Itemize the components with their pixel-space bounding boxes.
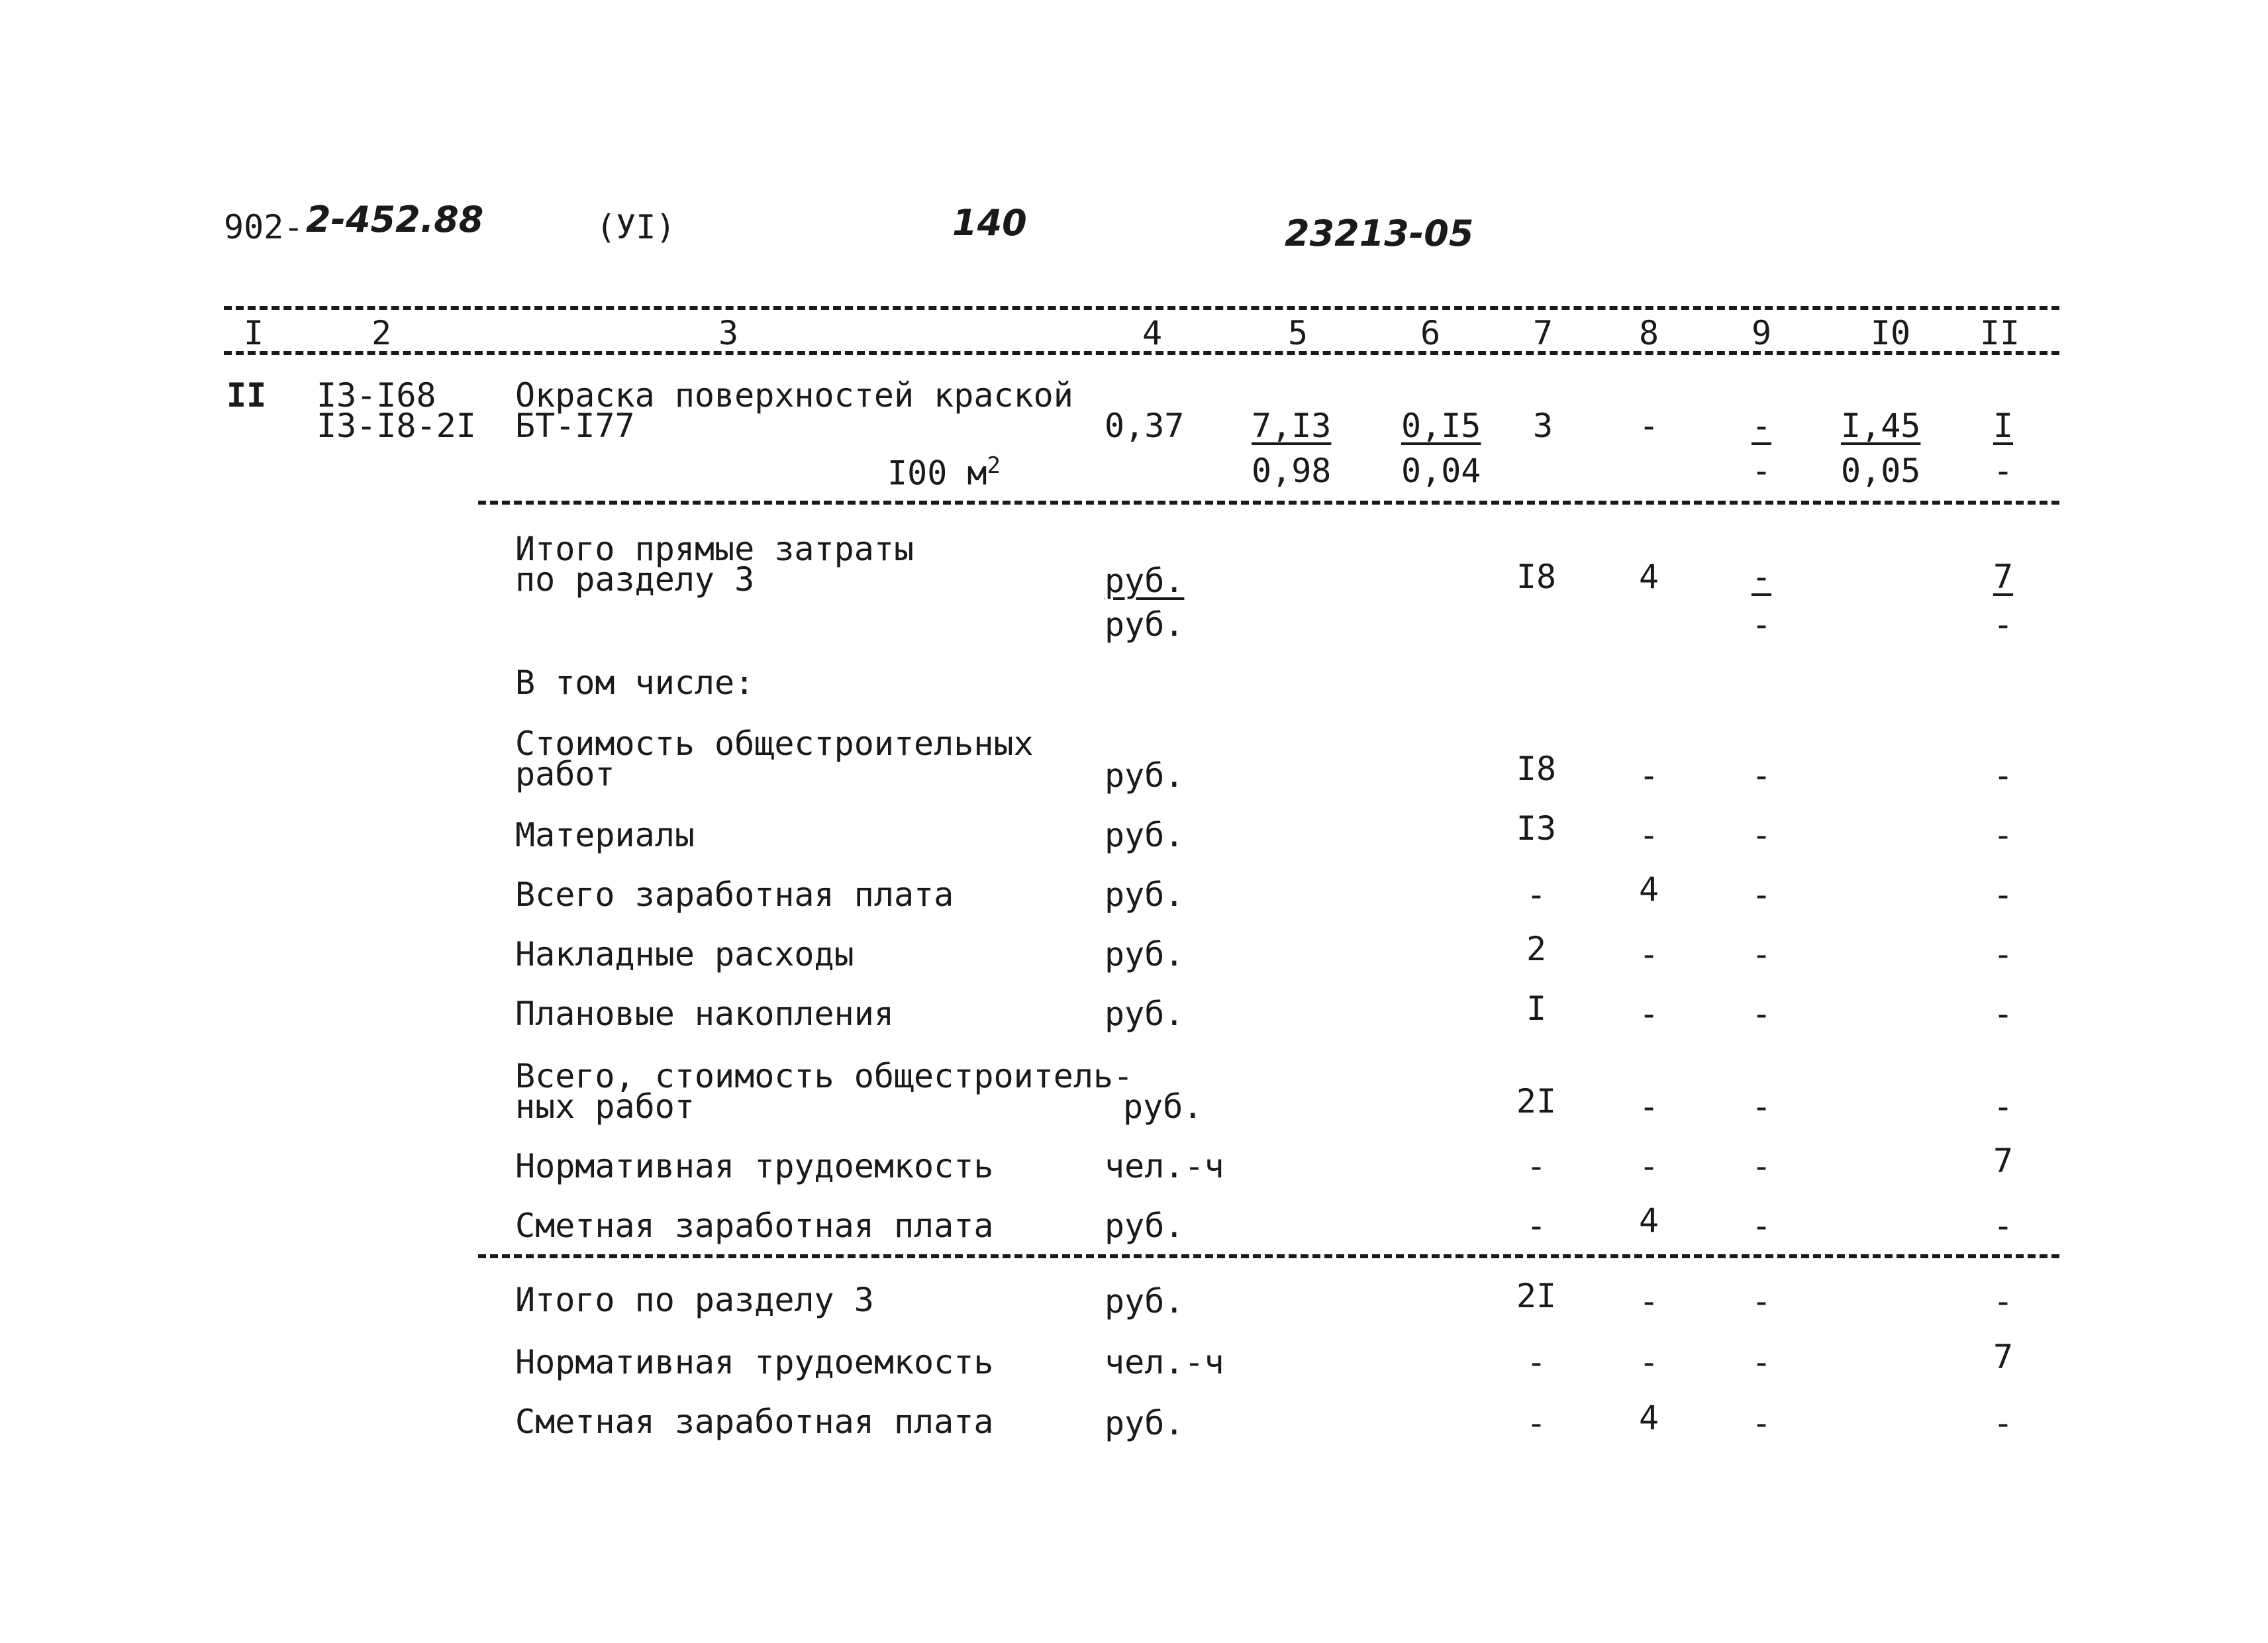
- item-col11-top: I: [1993, 407, 2014, 445]
- row-1-col9: -: [1751, 756, 1772, 795]
- including-label: В том числе:: [515, 664, 755, 702]
- subtotal-col9-top: -: [1751, 558, 1772, 596]
- total-3-col8: 4: [1638, 1399, 1659, 1437]
- item-unit: [887, 452, 1001, 493]
- total-3-col9: -: [1751, 1404, 1772, 1442]
- total-2-col8: -: [1638, 1343, 1659, 1381]
- column-header-9: 9: [1751, 314, 1772, 352]
- header-bottom-rule: [224, 351, 2059, 355]
- column-header-1: I: [243, 314, 264, 352]
- row-4-col11: -: [1993, 935, 2014, 973]
- row-2-col9: -: [1751, 816, 1772, 854]
- row-1-label-line-2: работ: [515, 755, 615, 793]
- subtotal-col9-bottom: -: [1751, 605, 1772, 644]
- total-2-unit: чел.-ч: [1105, 1343, 1224, 1381]
- column-header-3: 3: [718, 314, 739, 352]
- row-6-unit: руб.: [1123, 1087, 1203, 1126]
- item-col6-bottom: 0,04: [1401, 452, 1481, 490]
- row-2-col8: -: [1638, 816, 1659, 854]
- row-8-label: Сметная заработная плата: [515, 1207, 994, 1245]
- total-1-unit: руб.: [1105, 1282, 1185, 1320]
- row-2-col11: -: [1993, 816, 2014, 854]
- item-col8: -: [1638, 407, 1659, 445]
- column-header-7: 7: [1532, 314, 1553, 352]
- row-3-col9: -: [1751, 875, 1772, 914]
- row-7-col7: -: [1526, 1147, 1547, 1185]
- total-3-col7: -: [1526, 1404, 1547, 1442]
- row-5-col7: I: [1526, 989, 1547, 1028]
- row-4-col8: -: [1638, 935, 1659, 973]
- section-marker: (УI): [596, 208, 676, 246]
- total-3-col11: -: [1993, 1404, 2014, 1442]
- subtotal-col8: 4: [1638, 558, 1659, 596]
- item-col10-top: I,45: [1841, 407, 1921, 445]
- item-unit-text: I00 м: [887, 454, 987, 493]
- row-1-col8: -: [1638, 756, 1659, 795]
- total-2-col11: 7: [1993, 1338, 2014, 1376]
- row-7-label: Нормативная трудоемкость: [515, 1147, 994, 1185]
- item-separator-rule: [478, 501, 2059, 505]
- row-5-unit: руб.: [1105, 995, 1185, 1033]
- total-3-label: Сметная заработная плата: [515, 1403, 994, 1441]
- column-header-8: 8: [1638, 314, 1659, 352]
- item-col5-top: 7,I3: [1252, 407, 1332, 445]
- row-7-col11: 7: [1993, 1142, 2014, 1180]
- row-4-col7: 2: [1526, 930, 1547, 968]
- item-col7: 3: [1532, 407, 1553, 445]
- subtotal-col11-bottom: -: [1993, 605, 2014, 644]
- row-6-col9: -: [1751, 1087, 1772, 1126]
- item-col6-top: 0,I5: [1401, 407, 1481, 445]
- page-number: 140: [952, 202, 1027, 244]
- column-header-11: II: [1979, 314, 2020, 352]
- item-code-2: I3-I8-2I: [317, 407, 476, 445]
- row-6-col7: 2I: [1516, 1082, 1557, 1120]
- row-1-col11: -: [1993, 756, 2014, 795]
- row-2-col7: I3: [1516, 809, 1557, 848]
- item-unit-exponent: 2: [987, 452, 1001, 479]
- row-6-col11: -: [1993, 1087, 2014, 1126]
- item-col9-top: -: [1751, 407, 1772, 445]
- row-6-label-line-2: ных работ: [515, 1087, 695, 1126]
- row-1-unit: руб.: [1105, 756, 1185, 795]
- total-2-col7: -: [1526, 1343, 1547, 1381]
- total-1-label: Итого по разделу 3: [515, 1281, 874, 1319]
- item-quantity: 0,37: [1105, 407, 1185, 445]
- row-8-unit: руб.: [1105, 1207, 1185, 1245]
- row-3-label: Всего заработная плата: [515, 875, 954, 914]
- row-4-label: Накладные расходы: [515, 935, 854, 973]
- row-1-col7: I8: [1516, 750, 1557, 788]
- item-code-1: I3-I68: [317, 376, 436, 415]
- subtotal-col7: I8: [1516, 558, 1557, 596]
- subtotal-col11-top: 7: [1993, 558, 2014, 596]
- total-2-label: Нормативная трудоемкость: [515, 1343, 994, 1381]
- row-4-unit: руб.: [1105, 935, 1185, 973]
- row-3-col11: -: [1993, 875, 2014, 914]
- row-4-col9: -: [1751, 935, 1772, 973]
- row-6-col8: -: [1638, 1087, 1659, 1126]
- item-name-line-2: БТ-I77: [515, 407, 635, 445]
- row-2-unit: руб.: [1105, 816, 1185, 854]
- row-1-label-line-1: Стоимость общестроительных: [515, 724, 1034, 763]
- doc-number-prefix: 902-: [224, 208, 304, 246]
- total-1-col11: -: [1993, 1282, 2014, 1320]
- row-6-label-line-1: Всего, стоимость общестроитель-: [515, 1057, 1134, 1095]
- subtotal-label-line-1: Итого прямые затраты: [515, 530, 914, 568]
- document-code: 23213-05: [1285, 213, 1474, 254]
- total-3-unit: руб.: [1105, 1404, 1185, 1442]
- column-header-4: 4: [1142, 314, 1163, 352]
- item-col10-bottom: 0,05: [1841, 452, 1921, 490]
- column-header-2: 2: [371, 314, 392, 352]
- total-1-col7: 2I: [1516, 1277, 1557, 1315]
- total-2-col9: -: [1751, 1343, 1772, 1381]
- totals-separator-rule: [478, 1254, 2059, 1258]
- total-1-col9: -: [1751, 1282, 1772, 1320]
- row-5-col8: -: [1638, 995, 1659, 1033]
- item-col9-bottom: -: [1751, 452, 1772, 490]
- item-col5-bottom: 0,98: [1252, 452, 1332, 490]
- column-header-6: 6: [1420, 314, 1441, 352]
- row-5-label: Плановые накопления: [515, 995, 894, 1033]
- column-header-10: I0: [1870, 314, 1911, 352]
- column-header-5: 5: [1287, 314, 1308, 352]
- row-2-label: Материалы: [515, 816, 695, 854]
- row-3-unit: руб.: [1105, 875, 1185, 914]
- row-8-col9: -: [1751, 1207, 1772, 1245]
- subtotal-unit-top: руб.: [1105, 562, 1185, 600]
- row-5-col9: -: [1751, 995, 1772, 1033]
- row-7-col8: -: [1638, 1147, 1659, 1185]
- row-3-col8: 4: [1638, 870, 1659, 909]
- subtotal-unit-bottom: руб.: [1105, 605, 1185, 644]
- row-8-col7: -: [1526, 1207, 1547, 1245]
- row-8-col11: -: [1993, 1207, 2014, 1245]
- header-top-rule: [224, 306, 2059, 310]
- row-8-col8: 4: [1638, 1201, 1659, 1240]
- row-5-col11: -: [1993, 995, 2014, 1033]
- row-7-col9: -: [1751, 1147, 1772, 1185]
- subtotal-label-line-2: по разделу 3: [515, 560, 755, 599]
- item-col11-bottom: -: [1993, 452, 2014, 490]
- doc-number-handwritten: 2-452.88: [306, 199, 484, 240]
- item-name-line-1: Окраска поверхностей краской: [515, 376, 1073, 415]
- item-number: II: [226, 376, 267, 415]
- row-7-unit: чел.-ч: [1105, 1147, 1224, 1185]
- row-3-col7: -: [1526, 875, 1547, 914]
- total-1-col8: -: [1638, 1282, 1659, 1320]
